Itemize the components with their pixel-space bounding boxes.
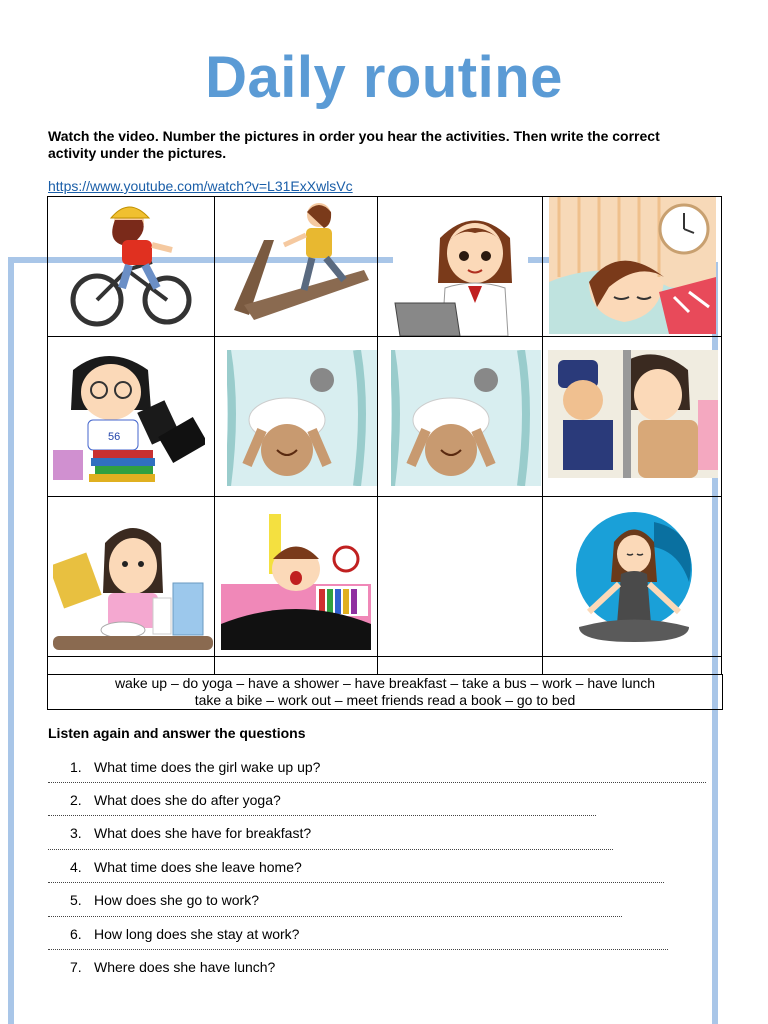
woman-yoga-icon	[559, 512, 709, 654]
answer-line-1[interactable]	[48, 782, 706, 783]
svg-text:56: 56	[108, 431, 121, 443]
decorative-border-left	[8, 257, 14, 1024]
word-bank	[47, 674, 723, 710]
question-6	[70, 926, 299, 942]
word-bank-line-1: wake up – do yoga – have a shower – have breakfast – take a bus – work – have lunch	[114, 675, 656, 691]
question-text: What does she do after yoga?	[94, 792, 281, 808]
questions-heading: Listen again and answer the questions	[48, 725, 306, 741]
girl-on-bus-icon	[548, 350, 718, 478]
woman-at-laptop-icon	[390, 208, 530, 336]
question-text: How does she go to work?	[94, 892, 259, 908]
question-2	[70, 792, 281, 808]
answer-line-6[interactable]	[48, 949, 668, 950]
answer-line-3[interactable]	[48, 849, 613, 850]
question-number: 1.	[70, 759, 82, 775]
question-text: How long does she stay at work?	[94, 926, 300, 942]
question-number: 2.	[70, 792, 82, 808]
question-3	[70, 825, 311, 841]
treadmill-girl-icon	[224, 200, 374, 330]
bike-riding-girl-icon	[67, 200, 197, 330]
question-text: What time does she leave home?	[94, 859, 302, 875]
question-text: What does she have for breakfast?	[94, 825, 312, 841]
question-7	[70, 959, 275, 975]
question-number: 6.	[70, 926, 82, 942]
question-number: 5.	[70, 892, 82, 908]
answer-line-4[interactable]	[48, 882, 664, 883]
question-number: 4.	[70, 859, 82, 875]
girl-breakfast-icon	[53, 518, 213, 650]
question-text: What time does the girl wake up up?	[94, 759, 321, 775]
picture-grid	[47, 196, 722, 674]
question-1	[70, 759, 320, 775]
girl-shower-icon	[227, 350, 377, 486]
instructions-text: Watch the video. Number the pictures in order you hear the activities. Then write the correct activity under the pictures.	[48, 128, 660, 161]
question-text: Where does she have lunch?	[94, 959, 276, 975]
girl-reading-books-icon	[53, 350, 205, 486]
answer-line-5[interactable]	[48, 916, 622, 917]
girl-waking-up-alarm-icon	[221, 514, 373, 650]
question-5	[70, 892, 259, 908]
question-number: 7.	[70, 959, 82, 975]
page-title: Daily routine	[205, 45, 563, 110]
girl-shower-icon	[391, 350, 541, 486]
answer-line-2[interactable]	[48, 815, 596, 816]
question-number: 3.	[70, 825, 82, 841]
video-link[interactable]: https://www.youtube.com/watch?v=L31ExXwlsVc	[48, 178, 353, 194]
word-bank-line-2: take a bike – work out – meet friends read a book – go to bed	[194, 692, 576, 708]
sleeping-girl-clock-icon	[549, 197, 716, 334]
question-4	[70, 859, 302, 875]
